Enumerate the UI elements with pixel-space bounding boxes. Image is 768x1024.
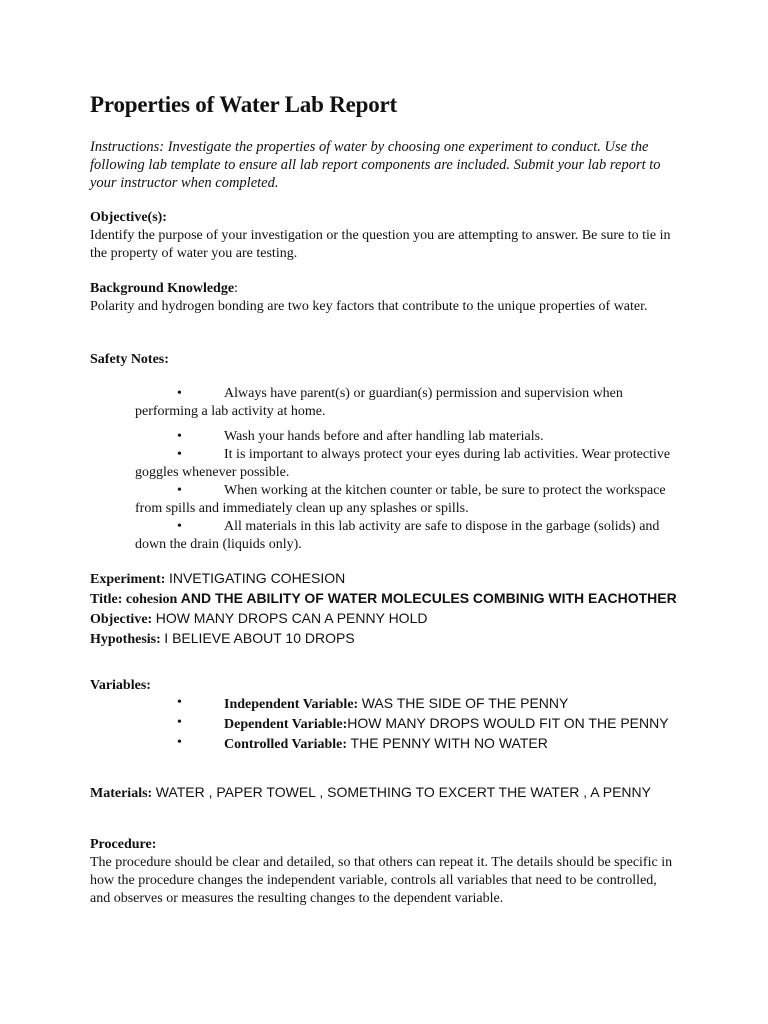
- variable-text: [135, 734, 680, 754]
- background-heading: Background Knowledge: [90, 281, 235, 296]
- background-section: [90, 280, 680, 316]
- procedure-heading: Procedure:: [90, 837, 157, 852]
- objective2-line: [90, 609, 680, 629]
- experiment-line: [90, 569, 680, 589]
- bullet-icon: •: [177, 429, 182, 444]
- objective2-value: HOW MANY DROPS CAN A PENNY HOLD: [155, 610, 428, 626]
- hypothesis-label: Hypothesis:: [90, 632, 161, 647]
- title-label: Title:: [90, 592, 123, 607]
- experiment-block: [90, 569, 680, 649]
- variable-value: HOW MANY DROPS WOULD FIT ON THE PENNY: [347, 715, 669, 731]
- bullet-icon: •: [177, 519, 182, 534]
- variable-label: Controlled Variable:: [224, 737, 348, 752]
- objective-text: Identify the purpose of your investigation or the question you are attempting to answer. Be sure to tie in the property of water you are testing.: [90, 228, 671, 261]
- safety-item: [135, 446, 680, 482]
- variables-heading: Variables:: [90, 678, 151, 693]
- variable-label: Dependent Variable:: [224, 717, 348, 732]
- safety-item: [135, 518, 680, 554]
- materials-line: [90, 783, 680, 803]
- title-line: [90, 589, 680, 609]
- instructions-paragraph: Instructions: Investigate the properties of water by choosing one experiment to conduct. Use the following lab template to ensure all lab report components are included. Submit your lab report to your instructor when completed.: [90, 139, 661, 191]
- variable-item: [135, 734, 680, 754]
- bullet-icon: •: [177, 695, 182, 710]
- variable-value: THE PENNY WITH NO WATER: [350, 735, 548, 751]
- background-text: Polarity and hydrogen bonding are two key factors that contribute to the unique properties of water.: [90, 299, 648, 314]
- objective-section: [90, 209, 680, 263]
- hypothesis-line: [90, 629, 680, 649]
- safety-item-text: All materials in this lab activity are safe to dispose in the garbage (solids) and down the drain (liquids only).: [135, 519, 660, 552]
- bullet-icon: •: [177, 386, 182, 401]
- variables-list: [135, 694, 680, 754]
- document-title: Properties of Water Lab Report: [90, 92, 398, 117]
- variable-text: [135, 694, 680, 714]
- objective-heading: Objective(s):: [90, 210, 167, 225]
- safety-item: [135, 482, 680, 518]
- bullet-icon: •: [177, 715, 182, 730]
- safety-item-text: Wash your hands before and after handling lab materials.: [224, 429, 544, 444]
- bullet-icon: •: [177, 447, 182, 462]
- variable-value: WAS THE SIDE OF THE PENNY: [361, 695, 569, 711]
- safety-item-text: It is important to always protect your eyes during lab activities. Wear protective goggles whenever possible.: [135, 447, 671, 480]
- procedure-section: [90, 836, 680, 908]
- variable-item: [135, 694, 680, 714]
- title-value-lower: cohesion: [125, 592, 178, 607]
- background-heading-line: [90, 280, 680, 298]
- safety-item: [135, 428, 680, 446]
- experiment-value: INVETIGATING COHESION: [168, 570, 346, 586]
- safety-item-text: When working at the kitchen counter or table, be sure to protect the workspace from spills and immediately clean up any splashes or spills.: [135, 483, 666, 516]
- bullet-icon: •: [177, 735, 182, 750]
- variable-item: [135, 714, 680, 734]
- safety-heading: Safety Notes:: [90, 352, 169, 367]
- procedure-text: The procedure should be clear and detailed, so that others can repeat it. The details should be specific in how the procedure changes the independent variable, controls all variables that need to be controlled, and observes or measures the resulting changes to the dependent variable.: [90, 855, 673, 906]
- hypothesis-value: I BELIEVE ABOUT 10 DROPS: [164, 630, 355, 646]
- variable-text: [135, 714, 680, 734]
- title-value-upper: AND THE ABILITY OF WATER MOLECULES COMBINIG WITH EACHOTHER: [180, 590, 677, 606]
- safety-item-text: Always have parent(s) or guardian(s) permission and supervision when performing a lab activity at home.: [135, 386, 623, 419]
- safety-list: [135, 385, 680, 554]
- background-heading-colon: :: [234, 281, 238, 296]
- safety-item: [135, 385, 680, 421]
- variable-label: Independent Variable:: [224, 697, 359, 712]
- materials-label: Materials:: [90, 786, 153, 801]
- bullet-icon: •: [177, 483, 182, 498]
- experiment-label: Experiment:: [90, 572, 166, 587]
- materials-value: WATER , PAPER TOWEL , SOMETHING TO EXCERT THE WATER , A PENNY: [155, 784, 651, 800]
- objective2-label: Objective:: [90, 612, 153, 627]
